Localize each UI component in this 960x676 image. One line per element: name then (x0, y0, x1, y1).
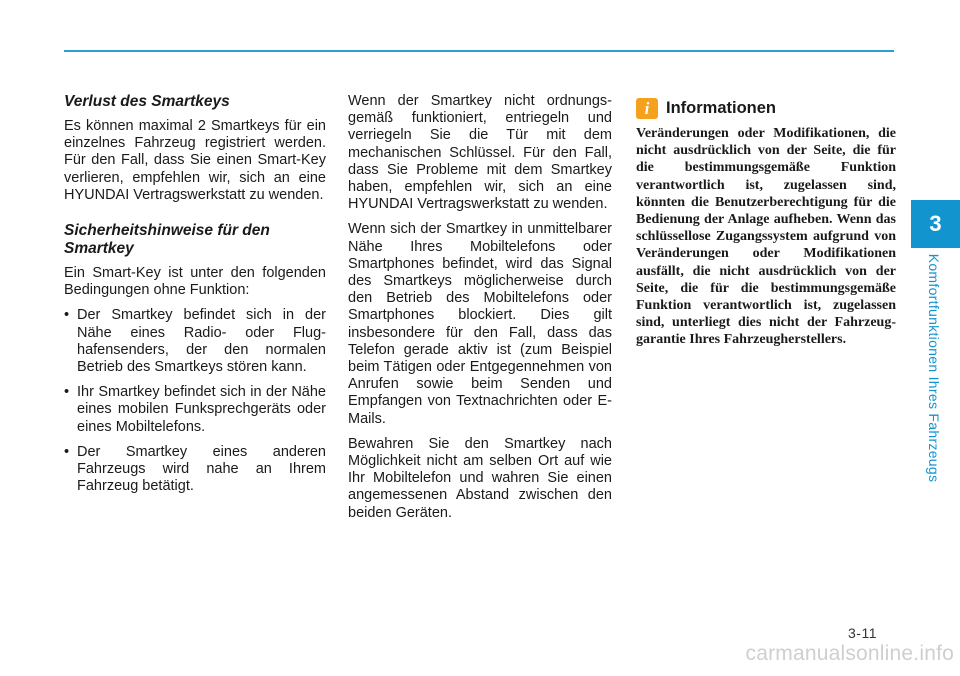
chapter-tab (911, 200, 960, 248)
column-left (64, 93, 326, 503)
storage-advice-paragraph: Bewahren Sie den Smartkey nach Möglichkeit nicht am selben Ort auf wie Ihr Mobiltelefon und wahren Sie einen angemessenen Abstand zwischen den beiden Geräten. (348, 435, 612, 521)
column-right (636, 93, 896, 349)
info-text: Veränderungen oder Modifikationen, die nicht ausdrücklich von der Seite, die für die bestimmungsgemäße Funktion verantwortlich ist, zugelassen sind, könnten die Benutzerberechtigung für die Bedienung der Anlage aufheben. Wenn das schlüssellose Zugangssystem aufgrund von Veränderungen oder Modifikationen ausfällt, die nicht ausdrücklich von der Seite, die für die bestimmungsgemäße Funktion verantwortlich ist, zugelassen sind, unterliegt dies nicht der Fahrzeuggarantie Ihres Fahrzeugherstellers. (636, 126, 896, 348)
bullet-icon: • (64, 443, 70, 460)
chapter-number: 3 (929, 211, 942, 236)
bullet-icon: • (64, 384, 70, 401)
page-number: 3-11 (848, 625, 877, 641)
info-title: Informationen (666, 99, 776, 117)
list-item-text: Ihr Smartkey befindet sich in der Nähe eines mobilen Funksprechgeräts oder eines Mobiltelefons. (77, 384, 326, 435)
list-item (64, 444, 326, 496)
info-header (636, 98, 896, 119)
info-icon: i (636, 98, 658, 119)
section-heading-lost-key: Verlust des Smartkeys (64, 93, 230, 110)
list-item (64, 307, 326, 376)
chapter-title: Komfortfunktionen Ihres Fahrzeugs (926, 253, 942, 483)
safety-intro: Ein Smart-Key ist unter den folgenden Bedingungen ohne Funktion: (64, 265, 326, 299)
malfunction-paragraph: Wenn der Smartkey nicht ordnungsgemäß funktioniert, entriegeln und verriegeln Sie die Tür mit dem mechanischen Schlüssel. Für den Fall, dass Sie Probleme mit dem Smartkey haben, empfehlen wir, sich an eine HYUNDAI Vertragswerkstatt zu wenden. (348, 93, 612, 213)
list-item-text: Der Smartkey befindet sich in der Nähe eines Radio- oder Flughafensenders, der den normalen Betrieb des Smartkeys stören kann. (77, 307, 326, 376)
bullet-icon: • (64, 307, 70, 324)
list-item-text: Der Smartkey eines anderen Fahrzeugs wird nahe an Ihrem Fahrzeug betätigt. (77, 443, 326, 495)
section-heading-safety: Sicherheitshinweise für den Smartkey (64, 222, 270, 258)
safety-bullet-list (64, 307, 326, 495)
phone-interference-paragraph: Wenn sich der Smartkey in unmittelbarer Nähe Ihres Mobiltelefons oder Smartphones befindet, wird das Signal des Smartkeys möglicherweise durch den Betrieb des Mobiltelefons oder Smartphones blockiert. Dies gilt insbesondere für den Fall, dass das Telefon gerade aktiv ist (zum Beispiel beim Tätigen oder Entgegennehmen von Anrufen sowie beim Senden und Empfangen von Textnachrichten oder E-Mails. (348, 221, 612, 427)
watermark: carmanualsonline.info (745, 642, 954, 665)
lost-key-paragraph: Es können maximal 2 Smartkeys für ein einzelnes Fahrzeug registriert werden. Für den Fall, dass Sie einen Smart-Key verlieren, empfehlen wir, sich an eine HYUNDAI Vertragswerkstatt zu wenden. (64, 118, 326, 203)
top-rule (64, 50, 894, 52)
column-middle (348, 93, 612, 530)
list-item (64, 384, 326, 436)
